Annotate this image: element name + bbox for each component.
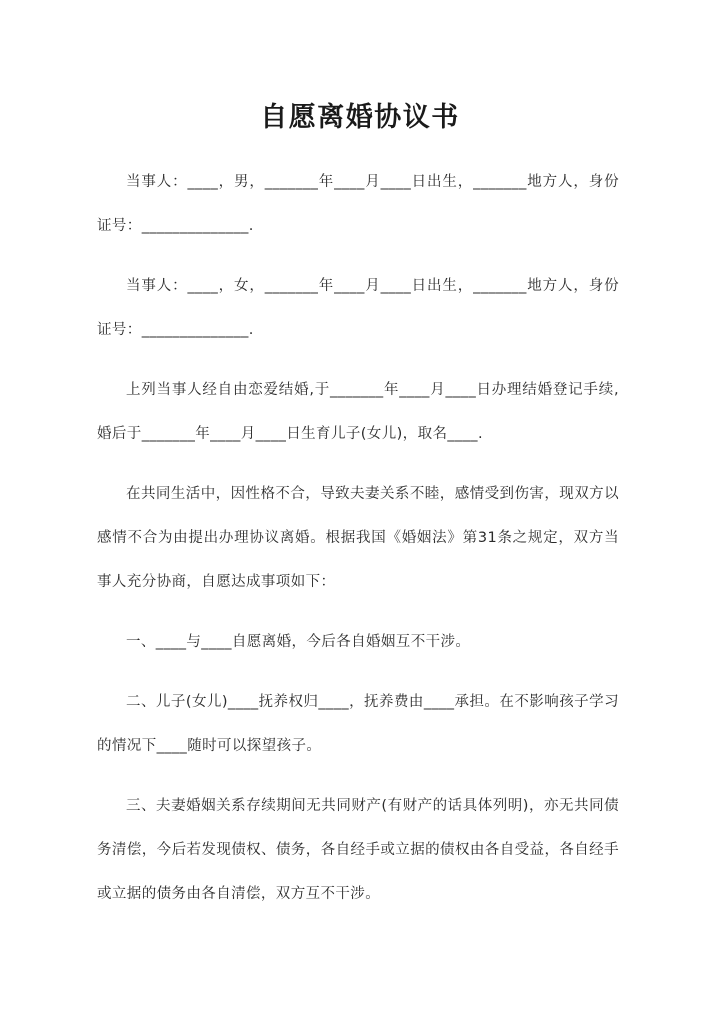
paragraph-party-male: 当事人：____，男，_______年____月____日出生，_______地方人，身份证号：______________. (97, 174, 619, 234)
paragraph-divorce-reason: 在共同生活中，因性格不合，导致夫妻关系不睦，感情受到伤害，现双方以感情不合为由提出办理协议离婚。根据我国《婚姻法》第31条之规定，双方当事人充分协商，自愿达成事项如下： (97, 486, 619, 590)
clause-one-voluntary-divorce: 一、____与____自愿离婚，今后各自婚姻互不干涉。 (126, 634, 471, 650)
paragraph-marriage-registration: 上列当事人经自由恋爱结婚,于_______年____月____日办理结婚登记手续,婚后于_______年____月____日生育儿子(女儿)，取名____. (97, 382, 619, 442)
paragraph-party-female: 当事人：____，女，_______年____月____日出生，_______地方人，身份证号：______________. (97, 278, 619, 338)
document-body (97, 160, 619, 916)
page-title: 自愿离婚协议书 (260, 102, 460, 133)
clause-two-child-custody: 二、儿子(女儿)____抚养权归____，抚养费由____承担。在不影响孩子学习的情况下____随时可以探望孩子。 (97, 694, 619, 754)
clause-three-property-debt: 三、夫妻婚姻关系存续期间无共同财产(有财产的话具体列明)，亦无共同债务清偿，今后若发现债权、债务，各自经手或立据的债权由各自受益，各自经手或立据的债务由各自清偿，双方互不干涉。 (97, 798, 619, 902)
